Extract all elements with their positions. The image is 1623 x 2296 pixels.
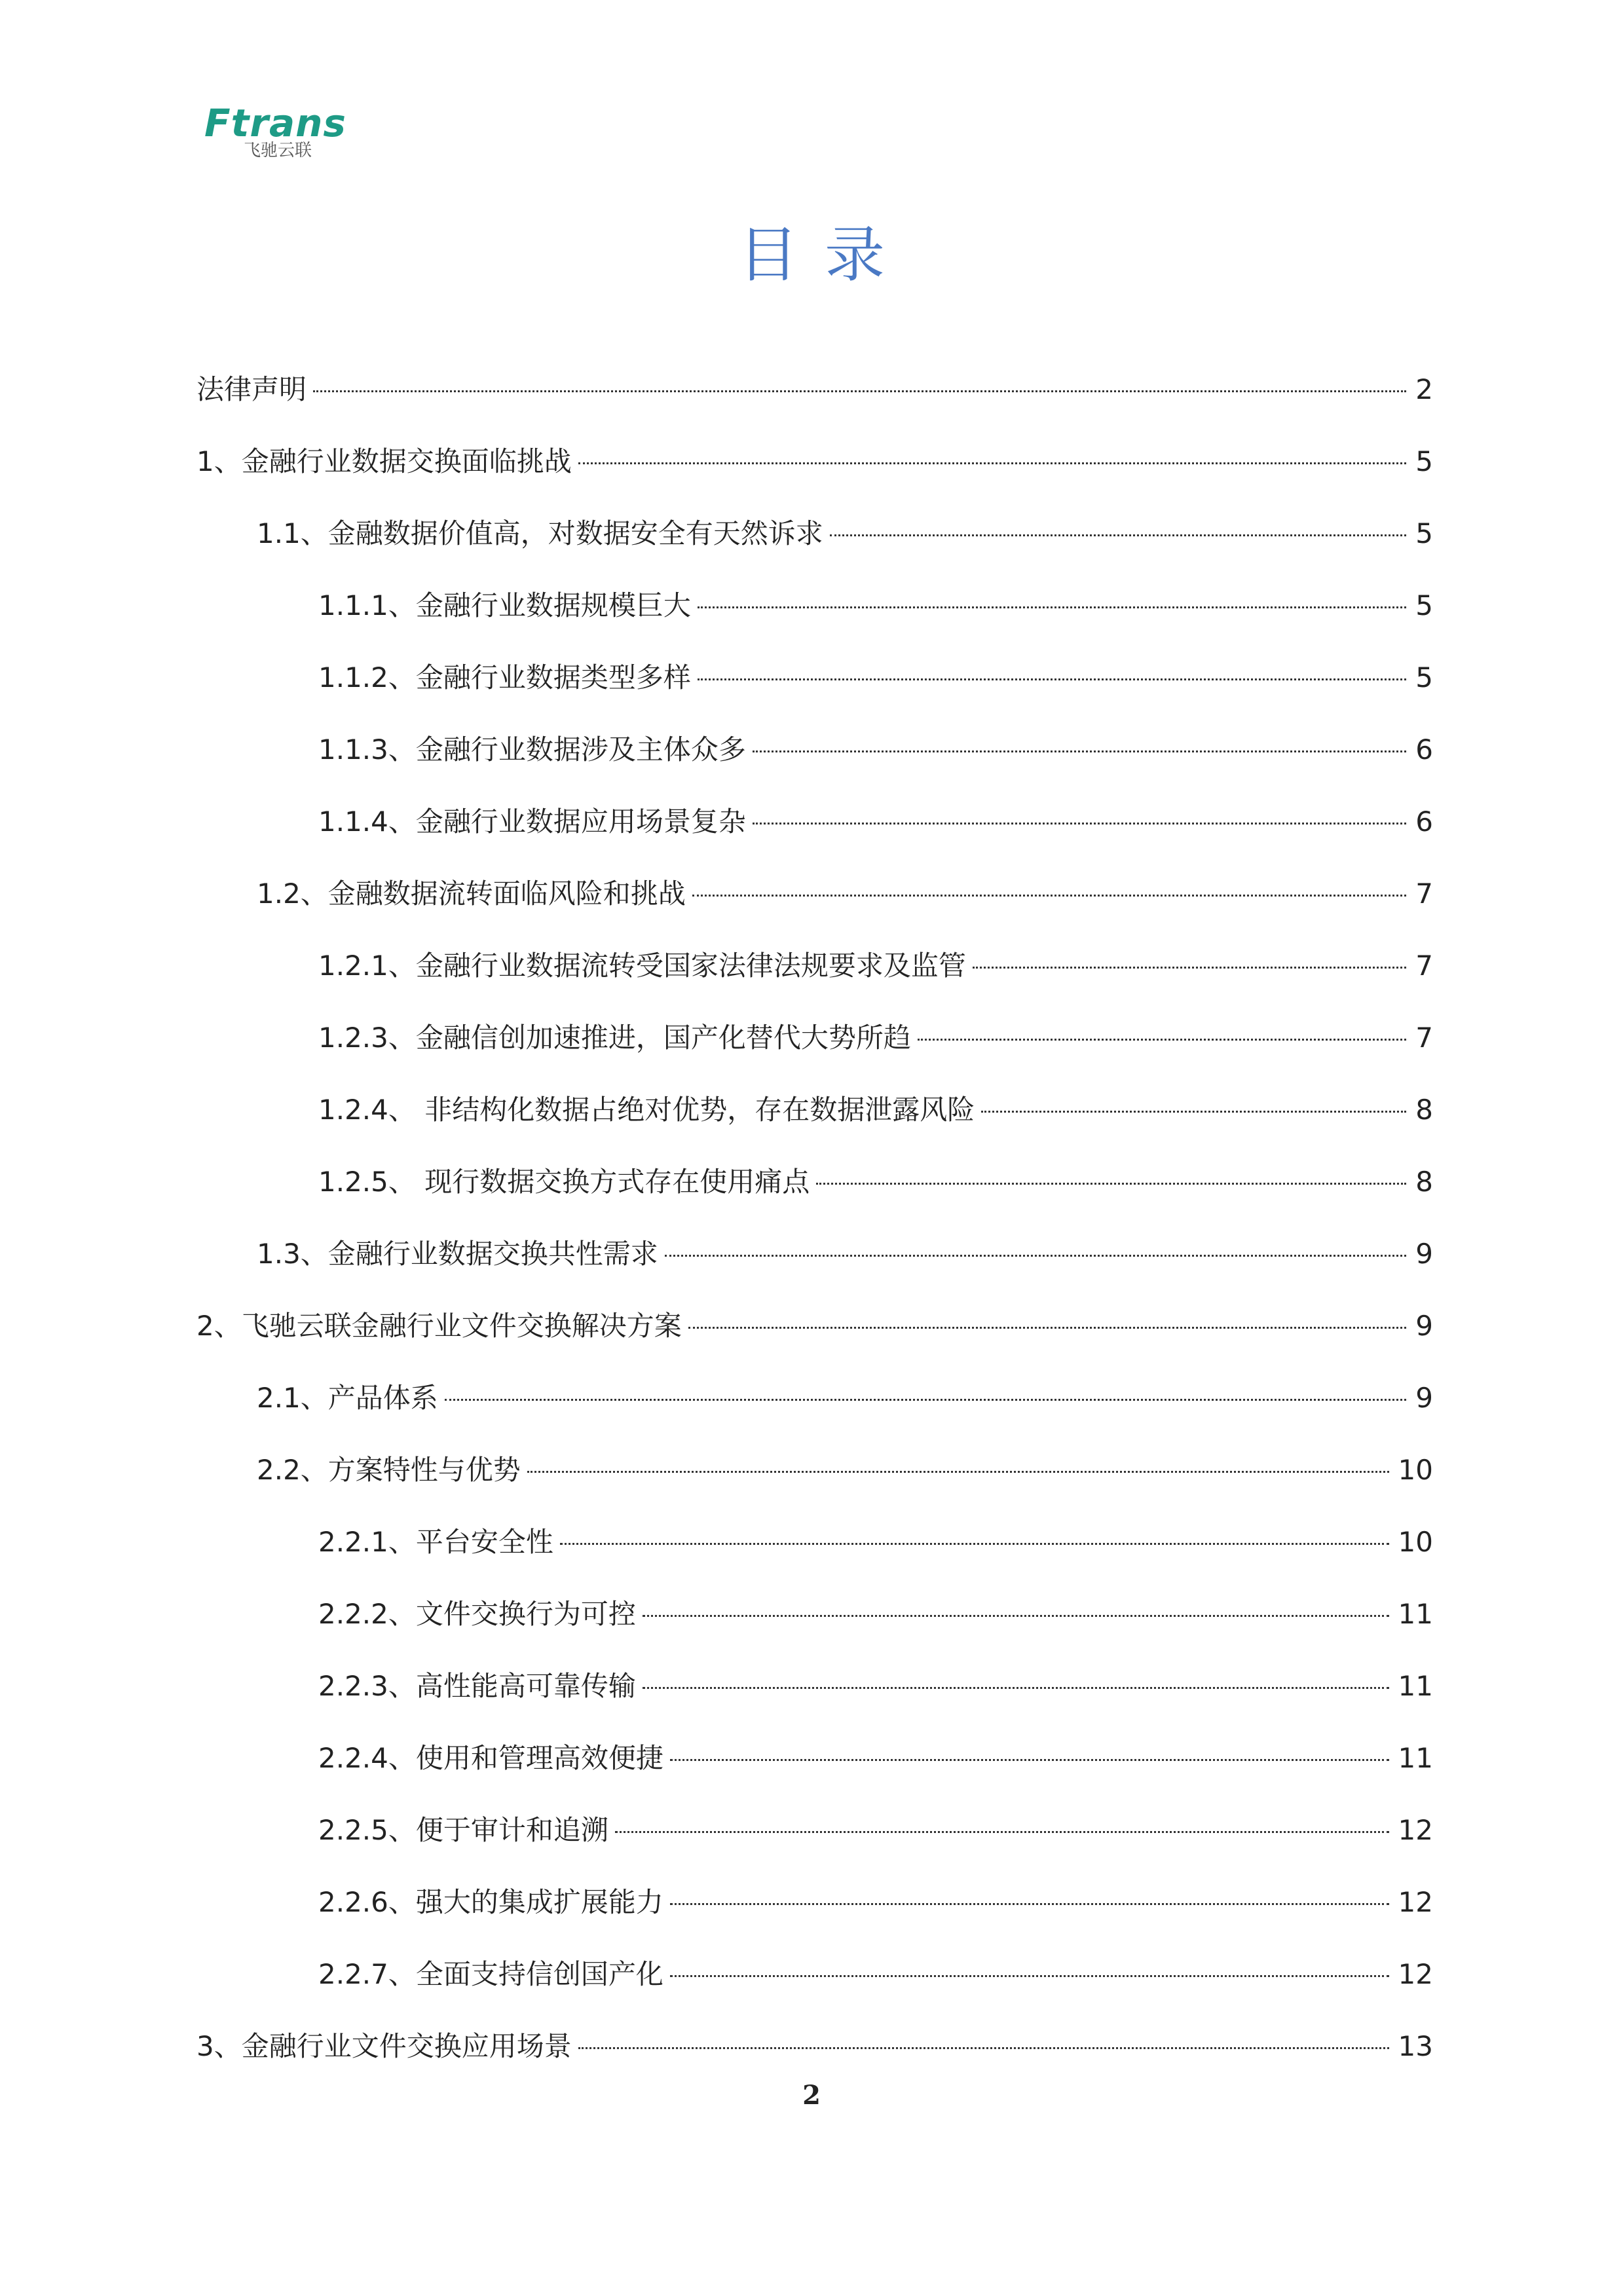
toc-dot-leader bbox=[578, 2047, 1389, 2049]
toc-entry-label: 1.2.4、 非结构化数据占绝对优势，存在数据泄露风险 bbox=[318, 1094, 975, 1126]
toc-dot-leader bbox=[615, 1831, 1389, 1833]
ftrans-logo bbox=[204, 103, 381, 162]
toc-entry[interactable] bbox=[318, 1591, 1433, 1637]
toc-entry[interactable] bbox=[257, 1231, 1433, 1277]
toc-entry[interactable] bbox=[318, 583, 1433, 629]
toc-entry[interactable] bbox=[318, 727, 1433, 773]
toc-entry-page: 10 bbox=[1398, 1454, 1433, 1486]
toc-entry-page: 12 bbox=[1398, 1886, 1433, 1918]
toc-dot-leader bbox=[527, 1471, 1389, 1473]
toc-entry-page: 11 bbox=[1398, 1742, 1433, 1774]
toc-entry-page: 7 bbox=[1415, 1022, 1433, 1054]
toc-dot-leader bbox=[670, 1903, 1389, 1905]
toc-entry-page: 8 bbox=[1415, 1094, 1433, 1126]
toc-entry-page: 9 bbox=[1415, 1310, 1433, 1342]
toc-entry-label: 2.2.4、使用和管理高效便捷 bbox=[318, 1742, 663, 1774]
toc-title: 目录 bbox=[737, 220, 911, 290]
toc-dot-leader bbox=[698, 606, 1406, 608]
toc-entry[interactable] bbox=[318, 799, 1433, 845]
toc-entry[interactable] bbox=[318, 1663, 1433, 1709]
toc-entry[interactable] bbox=[318, 1519, 1433, 1565]
toc-entry-label: 2.2.7、全面支持信创国产化 bbox=[318, 1958, 663, 1990]
toc-entry-label: 1.2、金融数据流转面临风险和挑战 bbox=[257, 878, 686, 910]
toc-dot-leader bbox=[688, 1327, 1407, 1329]
toc-dot-leader bbox=[313, 390, 1406, 392]
toc-entry-label: 2.2.3、高性能高可靠传输 bbox=[318, 1670, 636, 1702]
toc-entry-page: 8 bbox=[1415, 1166, 1433, 1198]
toc-entry[interactable] bbox=[318, 1952, 1433, 1997]
toc-entry[interactable] bbox=[318, 655, 1433, 701]
toc-dot-leader bbox=[973, 967, 1406, 969]
toc-entry-page: 10 bbox=[1398, 1526, 1433, 1558]
toc-entry-label: 1.1.3、金融行业数据涉及主体众多 bbox=[318, 733, 746, 766]
toc-entry[interactable] bbox=[257, 871, 1433, 917]
toc-entry-label: 1.1、金融数据价值高，对数据安全有天然诉求 bbox=[257, 517, 823, 549]
toc-entry-page: 5 bbox=[1415, 661, 1433, 694]
toc-entry-label: 2.2、方案特性与优势 bbox=[257, 1454, 521, 1486]
toc-entry-page: 7 bbox=[1415, 878, 1433, 910]
toc-entry-label: 1.1.1、金融行业数据规模巨大 bbox=[318, 589, 691, 621]
toc-entry-page: 7 bbox=[1415, 950, 1433, 982]
toc-entry-page: 6 bbox=[1415, 733, 1433, 766]
toc-entry-page: 11 bbox=[1398, 1670, 1433, 1702]
toc-entry[interactable] bbox=[257, 511, 1433, 557]
toc-entry-page: 12 bbox=[1398, 1814, 1433, 1846]
toc-entry-label: 2.1、产品体系 bbox=[257, 1382, 438, 1414]
toc-dot-leader bbox=[643, 1687, 1389, 1689]
toc-entry-page: 5 bbox=[1415, 589, 1433, 621]
toc-dot-leader bbox=[816, 1183, 1406, 1185]
toc-entry[interactable] bbox=[318, 1087, 1433, 1133]
toc-entry-page: 12 bbox=[1398, 1958, 1433, 1990]
toc-entry-label: 3、金融行业文件交换应用场景 bbox=[196, 2030, 572, 2062]
toc-entry-label: 法律声明 bbox=[196, 373, 307, 405]
toc-entry-page: 13 bbox=[1398, 2030, 1433, 2062]
toc-entry-page: 5 bbox=[1415, 445, 1433, 477]
toc-dot-leader bbox=[665, 1255, 1406, 1257]
toc-dot-leader bbox=[692, 895, 1406, 897]
toc-entry-page: 5 bbox=[1415, 517, 1433, 549]
toc-entry[interactable] bbox=[196, 2024, 1433, 2069]
toc-entry[interactable] bbox=[196, 367, 1433, 413]
toc-entry-label: 1.1.4、金融行业数据应用场景复杂 bbox=[318, 805, 746, 838]
toc-entry-label: 2.2.2、文件交换行为可控 bbox=[318, 1598, 636, 1630]
toc-entry[interactable] bbox=[318, 943, 1433, 989]
toc-entry-label: 1.2.3、金融信创加速推进，国产化替代大势所趋 bbox=[318, 1022, 911, 1054]
toc-entry-page: 11 bbox=[1398, 1598, 1433, 1630]
toc-dot-leader bbox=[670, 1759, 1389, 1761]
toc-dot-leader bbox=[981, 1111, 1406, 1113]
toc-dot-leader bbox=[830, 534, 1406, 536]
toc-entry[interactable] bbox=[196, 439, 1433, 485]
toc-dot-leader bbox=[445, 1399, 1406, 1401]
toc-entry-label: 1.3、金融行业数据交换共性需求 bbox=[257, 1238, 658, 1270]
toc-entry-label: 1、金融行业数据交换面临挑战 bbox=[196, 445, 572, 477]
toc-entry-label: 1.2.5、 现行数据交换方式存在使用痛点 bbox=[318, 1166, 810, 1198]
toc-entry-page: 6 bbox=[1415, 805, 1433, 838]
toc-dot-leader bbox=[670, 1975, 1389, 1977]
toc-entry-label: 2.2.1、平台安全性 bbox=[318, 1526, 553, 1558]
toc-entry[interactable] bbox=[318, 1879, 1433, 1925]
toc-entry-page: 9 bbox=[1415, 1238, 1433, 1270]
toc-entry[interactable] bbox=[196, 1303, 1433, 1349]
toc-entry[interactable] bbox=[257, 1375, 1433, 1421]
toc-entry-label: 2.2.5、便于审计和追溯 bbox=[318, 1814, 608, 1846]
toc-dot-leader bbox=[918, 1039, 1406, 1041]
toc-dot-leader bbox=[753, 823, 1406, 824]
toc-entry-page: 9 bbox=[1415, 1382, 1433, 1414]
toc-dot-leader bbox=[560, 1543, 1389, 1545]
toc-dot-leader bbox=[643, 1615, 1389, 1617]
toc-entry[interactable] bbox=[318, 1159, 1433, 1205]
toc-entry-label: 2、飞驰云联金融行业文件交换解决方案 bbox=[196, 1310, 682, 1342]
logo-text: Ftrans bbox=[204, 101, 346, 145]
logo-subtitle: 飞驰云联 bbox=[244, 141, 312, 160]
toc-entry[interactable] bbox=[257, 1447, 1433, 1493]
toc-entry-page: 2 bbox=[1415, 373, 1433, 405]
toc-entry-label: 1.2.1、金融行业数据流转受国家法律法规要求及监管 bbox=[318, 950, 966, 982]
toc-dot-leader bbox=[753, 750, 1406, 752]
toc-entry[interactable] bbox=[318, 1015, 1433, 1061]
toc-entry[interactable] bbox=[318, 1735, 1433, 1781]
toc-dot-leader bbox=[578, 462, 1407, 464]
toc-entry-label: 1.1.2、金融行业数据类型多样 bbox=[318, 661, 691, 694]
toc-entry[interactable] bbox=[318, 1807, 1433, 1853]
toc-entry-label: 2.2.6、强大的集成扩展能力 bbox=[318, 1886, 663, 1918]
toc-dot-leader bbox=[698, 678, 1406, 680]
page-number: 2 bbox=[802, 2080, 821, 2111]
